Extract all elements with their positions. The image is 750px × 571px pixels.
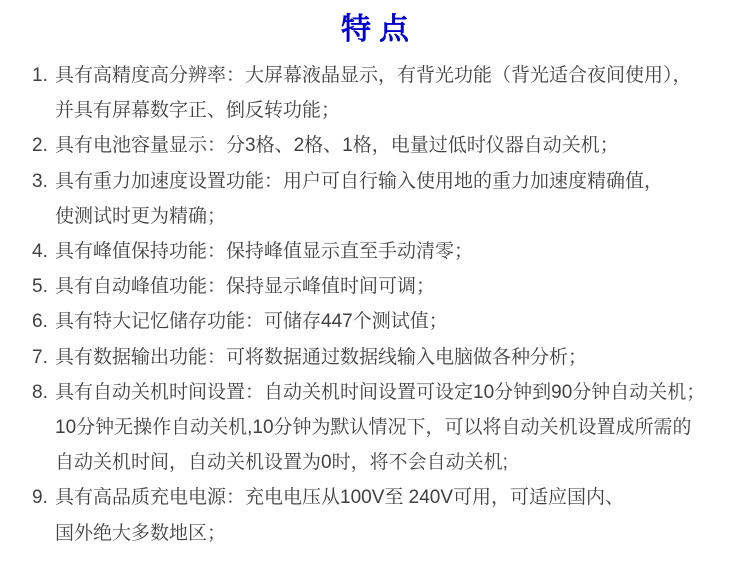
feature-number: 5. (32, 276, 48, 298)
feature-line: 具有电池容量显示：分3格、2格、1格，电量过低时仪器自动关机； (55, 135, 619, 157)
feature-number: 7. (32, 346, 48, 368)
feature-text (55, 58, 730, 128)
feature-item-9 (32, 480, 730, 550)
feature-text (55, 480, 730, 550)
feature-number: 6. (32, 311, 48, 333)
feature-text (55, 128, 730, 163)
feature-line: 具有自动峰值功能：保持显示峰值时间可调； (55, 276, 436, 298)
feature-line: 具有重力加速度设置功能：用户可自行输入使用地的重力加速度精确值， (55, 170, 664, 192)
feature-line: 10分钟无操作自动关机,10分钟为默认情况下，可以将自动关机设置成所需的 (55, 417, 692, 439)
feature-line: 具有数据输出功能：可将数据通过数据线输入电脑做各种分析； (55, 346, 588, 368)
feature-text (55, 340, 730, 375)
feature-item-1 (32, 58, 730, 128)
feature-item-3 (32, 164, 730, 234)
feature-line: 具有高精度高分辨率：大屏幕液晶显示，有背光功能（背光适合夜间使用）， (55, 65, 692, 86)
feature-item-6 (32, 304, 730, 339)
feature-item-2 (32, 128, 730, 163)
feature-text (55, 269, 730, 304)
feature-text (55, 164, 730, 234)
feature-line: 具有峰值保持功能：保持峰值显示直至手动清零； (55, 241, 474, 263)
feature-text (55, 375, 730, 481)
feature-item-5 (32, 269, 730, 304)
feature-list (0, 48, 750, 551)
feature-line: 具有自动关机时间设置：自动关机时间设置可设定10分钟到90分钟自动关机； (55, 381, 706, 403)
feature-text (55, 234, 730, 269)
feature-number: 3. (32, 170, 48, 192)
feature-line: 自动关机时间，自动关机设置为0时，将不会自动关机; (55, 452, 508, 474)
feature-number: 9. (32, 487, 48, 509)
feature-line: 国外绝大多数地区； (55, 522, 227, 544)
feature-number: 4. (32, 241, 48, 263)
feature-number: 1. (32, 65, 48, 86)
feature-line: 使测试时更为精确； (55, 205, 227, 227)
feature-item-4 (32, 234, 730, 269)
feature-line: 具有高品质充电电源：充电电压从100V至 240V可用，可适应国内、 (55, 487, 625, 509)
feature-line: 具有特大记忆储存功能：可储存447个测试值； (55, 311, 448, 333)
feature-number: 2. (32, 135, 48, 157)
feature-item-8 (32, 375, 730, 481)
page-title: 特点 (341, 12, 417, 47)
feature-number: 8. (32, 381, 48, 403)
feature-item-7 (32, 340, 730, 375)
feature-text (55, 304, 730, 339)
feature-line: 并具有屏幕数字正、倒反转功能； (55, 100, 341, 122)
